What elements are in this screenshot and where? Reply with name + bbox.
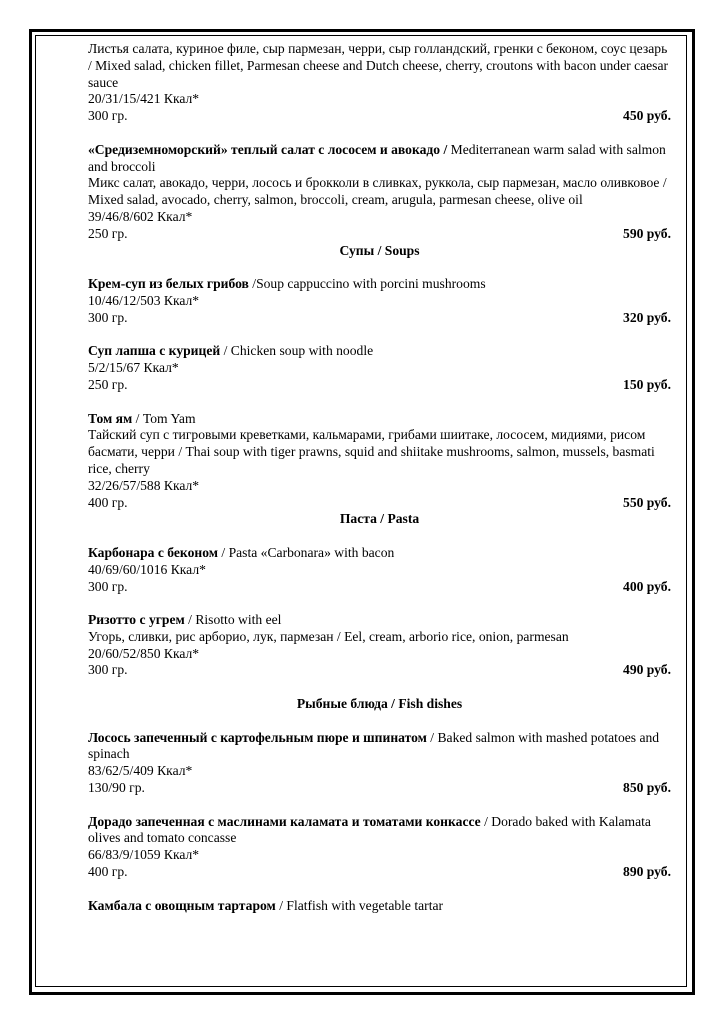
item-name-en: Mediterranean warm salad with salmon and broccoli	[88, 141, 666, 174]
item-nutrition: 20/60/52/850 Ккал*	[88, 645, 200, 661]
item-price: 150 руб.	[623, 376, 671, 392]
item-title	[88, 142, 671, 176]
item-nutrition: 39/46/8/602 Ккал*	[88, 208, 193, 224]
item-title	[88, 612, 671, 629]
menu-item-carbonara	[88, 545, 671, 595]
item-title	[88, 898, 671, 915]
item-weight-price-row	[88, 108, 671, 125]
item-description: Листья салата, куриное филе, сыр пармезан, черри, сыр голландский, гренки с беконом, соус цезарь / Mixed salad, chicken fillet, Parmesan cheese and Dutch cheese, cherry, croutons with bacon under caesar sauce	[88, 41, 669, 90]
item-weight: 400 гр.	[88, 494, 128, 510]
item-price: 490 руб.	[623, 662, 671, 678]
item-title	[88, 545, 671, 562]
item-name-en: / Pasta «Carbonara» with bacon	[218, 544, 395, 560]
menu-item-mushroom-soup	[88, 276, 671, 326]
item-nutrition: 10/46/12/503 Ккал*	[88, 292, 200, 308]
item-name: Карбонара с беконом	[88, 544, 218, 560]
menu-item-flatfish	[88, 898, 671, 915]
item-name-en: / Chicken soup with noodle	[220, 343, 374, 359]
item-name: Ризотто с угрем	[88, 612, 185, 628]
menu-item-mediterranean-salad	[88, 142, 671, 243]
menu-item-chicken-noodle-soup	[88, 343, 671, 393]
item-weight: 300 гр.	[88, 309, 128, 325]
menu-item-baked-salmon	[88, 730, 671, 797]
menu-page	[88, 41, 671, 914]
item-price: 890 руб.	[623, 864, 671, 880]
item-name: Дорадо запеченная с маслинами каламата и томатами конкассе	[88, 813, 481, 829]
item-nutrition: 20/31/15/421 Ккал*	[88, 91, 200, 107]
item-price: 590 руб.	[623, 225, 671, 241]
item-name: Суп лапша с курицей	[88, 343, 221, 359]
item-price: 320 руб.	[623, 309, 671, 325]
section-title-soups: Супы / Soups	[339, 242, 420, 258]
item-name-en: /Soup cappuccino with porcini mushrooms	[248, 276, 486, 292]
item-nutrition: 5/2/15/67 Ккал*	[88, 360, 179, 376]
item-weight: 250 гр.	[88, 376, 128, 392]
item-name: Камбала с овощным тартаром	[88, 897, 276, 913]
item-weight: 130/90 гр.	[88, 780, 145, 796]
item-name: «Средиземноморский» теплый салат с лососем и авокадо /	[88, 141, 448, 157]
item-weight: 300 гр.	[88, 108, 128, 124]
item-weight-price-row	[88, 377, 671, 394]
item-weight: 300 гр.	[88, 578, 128, 594]
item-weight: 300 гр.	[88, 662, 128, 678]
item-nutrition: 83/62/5/409 Ккал*	[88, 763, 193, 779]
item-title	[88, 730, 671, 764]
item-weight-price-row	[88, 864, 671, 881]
item-name: Том ям	[88, 410, 133, 426]
item-nutrition: 66/83/9/1059 Ккал*	[88, 847, 200, 863]
item-weight-price-row	[88, 226, 671, 243]
item-name: Лосось запеченный с картофельным пюре и шпинатом	[88, 729, 427, 745]
item-weight: 400 гр.	[88, 864, 128, 880]
item-nutrition: 40/69/60/1016 Ккал*	[88, 561, 206, 577]
item-title	[88, 814, 671, 848]
item-title	[88, 276, 671, 293]
item-price: 450 руб.	[623, 108, 671, 124]
item-description: Тайский суп с тигровыми креветками, кальмарами, грибами шиитаке, лососем, мидиями, рисом басмати, черри / Thai soup with tiger prawns, squid and shiitake mushrooms, salmon, mussels, basmati rice, cherry	[88, 427, 655, 476]
item-weight-price-row	[88, 780, 671, 797]
item-weight: 250 гр.	[88, 225, 128, 241]
item-price: 850 руб.	[623, 780, 671, 796]
item-title	[88, 343, 671, 360]
item-name-en: / Risotto with eel	[184, 612, 282, 628]
item-name-en: / Baked salmon with mashed potatoes and spinach	[88, 729, 660, 762]
section-title-pasta: Паста / Pasta	[339, 511, 420, 527]
item-weight-price-row	[88, 579, 671, 596]
item-price: 400 руб.	[623, 578, 671, 594]
section-title-fish: Рыбные блюда / Fish dishes	[296, 696, 463, 712]
item-price: 550 руб.	[623, 494, 671, 510]
item-name-en: / Dorado baked with Kalamata olives and tomato concasse	[88, 813, 651, 846]
item-weight-price-row	[88, 310, 671, 327]
item-name-en: / Tom Yam	[132, 410, 196, 426]
item-name-en: / Flatfish with vegetable tartar	[275, 897, 444, 913]
menu-item-caesar-salad	[88, 41, 671, 125]
item-weight-price-row	[88, 662, 671, 679]
item-nutrition: 32/26/57/588 Ккал*	[88, 477, 200, 493]
item-name: Крем-суп из белых грибов	[88, 276, 249, 292]
item-title	[88, 411, 671, 428]
item-description: Микс салат, авокадо, черри, лосось и брокколи в сливках, руккола, сыр пармезан, масло оливковое / Mixed salad, avocado, cherry, salmon, broccoli, cream, arugula, parmesan cheese, olive oil	[88, 175, 667, 208]
menu-item-dorado	[88, 814, 671, 881]
menu-item-tom-yam	[88, 411, 671, 512]
menu-item-risotto-eel	[88, 612, 671, 679]
item-description: Угорь, сливки, рис арборио, лук, пармезан / Eel, cream, arborio rice, onion, parmesan	[88, 628, 569, 644]
item-weight-price-row	[88, 495, 671, 512]
